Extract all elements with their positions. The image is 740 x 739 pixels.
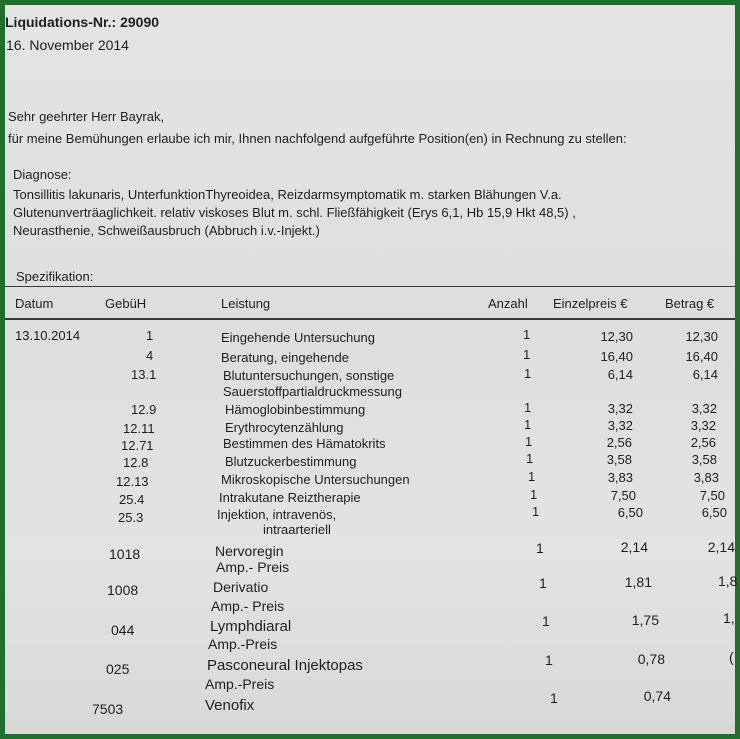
- row-code: 12.8: [123, 455, 149, 470]
- row-quantity: 1: [539, 575, 547, 591]
- row-service: Hämoglobinbestimmung: [225, 402, 366, 417]
- row-unit-price: 3,83: [607, 470, 633, 485]
- row-service-detail: Sauerstoffpartialdruckmessung: [223, 384, 402, 399]
- row-unit-price: 1,81: [624, 574, 652, 590]
- row-quantity: 1: [550, 690, 558, 706]
- row-amount: (: [729, 649, 734, 665]
- col-header-anzahl: Anzahl: [488, 296, 528, 311]
- row-service-detail: Amp.- Preis: [216, 559, 290, 575]
- row-service-detail: Amp.-Preis: [205, 676, 275, 692]
- row-service: Injektion, intravenös,: [217, 507, 337, 522]
- row-amount: 3,32: [691, 401, 717, 416]
- col-header-datum: Datum: [15, 296, 54, 311]
- row-unit-price: 3,32: [607, 401, 633, 416]
- row-unit-price: 7,50: [610, 488, 636, 503]
- row-service: Pasconeural Injektopas: [207, 657, 363, 674]
- row-service: Blutuntersuchungen, sonstige: [223, 368, 395, 383]
- row-amount: 6,14: [692, 367, 718, 382]
- row-code: 4: [146, 348, 154, 363]
- row-amount: 3,83: [693, 470, 719, 485]
- col-header-gebuh: GebüH: [105, 296, 147, 311]
- row-code: 13.1: [131, 367, 157, 382]
- row-quantity: 1: [530, 487, 538, 502]
- row-service: Bestimmen des Hämatokrits: [223, 436, 386, 451]
- row-service-detail: intraarteriell: [263, 522, 331, 537]
- col-header-betrag: Betrag €: [665, 296, 715, 311]
- row-code: 1008: [107, 582, 139, 598]
- diagnosis-line: Glutenunverträaglichkeit. relativ viskoses Blut m. schl. Fließfähigkeit (Erys 6,1, Hb 15,9 Hkt 48,5) ,: [13, 205, 576, 220]
- row-service: Beratung, eingehende: [221, 350, 349, 365]
- row-service: Intrakutane Reiztherapie: [219, 490, 361, 505]
- row-code: 25.3: [118, 510, 144, 525]
- row-code: 12.11: [123, 421, 155, 436]
- row-quantity: 1: [523, 327, 531, 342]
- table-header-rule: [5, 318, 735, 320]
- salutation: Sehr geehrter Herr Bayrak,: [8, 109, 165, 124]
- row-amount: 2,14: [707, 539, 735, 555]
- row-service: Blutzuckerbestimmung: [225, 454, 357, 469]
- row-amount: 16,40: [685, 349, 718, 364]
- row-code: 1018: [109, 546, 141, 562]
- row-unit-price: 3,58: [606, 452, 632, 467]
- row-quantity: 1: [545, 652, 553, 668]
- row-quantity: 1: [523, 347, 531, 362]
- row-unit-price: 6,14: [607, 367, 633, 382]
- row-unit-price: 0,78: [637, 651, 665, 667]
- row-quantity: 1: [524, 366, 532, 381]
- specification-label: Spezifikation:: [16, 269, 94, 284]
- row-service: Erythrocytenzählung: [225, 420, 344, 435]
- row-code: 7503: [92, 701, 124, 717]
- table-top-rule: [5, 286, 735, 287]
- row-service: Nervoregin: [215, 543, 284, 559]
- row-service: Venofix: [205, 697, 255, 714]
- liquidation-number: Liquidations-Nr.: 29090: [5, 14, 160, 30]
- row-service-detail: Amp.- Preis: [211, 598, 285, 614]
- invoice-date: 16. November 2014: [6, 37, 129, 53]
- row-quantity: 1: [525, 434, 533, 449]
- col-header-leistung: Leistung: [221, 296, 271, 311]
- row-service-detail: Amp.-Preis: [208, 636, 278, 652]
- row-unit-price: 3,32: [607, 418, 633, 433]
- row-unit-price: 1,75: [631, 612, 659, 628]
- row-amount: 3,32: [690, 418, 716, 433]
- diagnosis-line: Tonsillitis lakunaris, UnterfunktionThyreoidea, Reizdarmsymptomatik m. starken Blähungen V.a.: [13, 187, 562, 202]
- row-code: 044: [111, 622, 135, 638]
- row-amount: 2,56: [690, 435, 716, 450]
- row-amount: 3,58: [691, 452, 717, 467]
- invoice-document: [5, 5, 738, 734]
- row-code: 25.4: [119, 492, 145, 507]
- row-code: 12.71: [121, 438, 154, 453]
- row-code: 1: [146, 328, 154, 343]
- row-quantity: 1: [536, 540, 544, 556]
- row-service: Eingehende Untersuchung: [221, 330, 375, 345]
- intro-text: für meine Bemühungen erlaube ich mir, Ihnen nachfolgend aufgeführte Position(en) in Rechnung zu stellen:: [8, 131, 627, 146]
- row-service: Lymphdiaral: [210, 618, 292, 635]
- row-amount: 1,8: [718, 573, 738, 589]
- row-code: 12.9: [131, 402, 157, 417]
- row-service: Mikroskopische Untersuchungen: [221, 472, 410, 487]
- row-unit-price: 12,30: [600, 329, 633, 344]
- row-code: 025: [106, 661, 130, 677]
- row-unit-price: 2,56: [606, 435, 632, 450]
- row-amount: 6,50: [701, 505, 727, 520]
- row-unit-price: 0,74: [643, 688, 671, 704]
- row-service: Derivatio: [213, 579, 269, 595]
- row-unit-price: 2,14: [620, 539, 648, 555]
- diagnosis-line: Neurasthenie, Schweißausbruch (Abbruch i.v.-Injekt.): [13, 223, 320, 238]
- row-quantity: 1: [542, 613, 550, 629]
- row-quantity: 1: [524, 417, 532, 432]
- row-amount: 12,30: [685, 329, 718, 344]
- row-quantity: 1: [532, 504, 540, 519]
- row-date: 13.10.2014: [15, 328, 81, 343]
- row-quantity: 1: [526, 451, 534, 466]
- row-unit-price: 6,50: [617, 505, 643, 520]
- row-code: 12.13: [116, 474, 149, 489]
- row-unit-price: 16,40: [600, 349, 633, 364]
- row-quantity: 1: [524, 400, 532, 415]
- diagnosis-label: Diagnose:: [13, 167, 72, 182]
- row-amount: 7,50: [699, 488, 725, 503]
- col-header-einzelpreis: Einzelpreis €: [553, 296, 628, 311]
- row-amount: 1,: [723, 610, 735, 626]
- row-quantity: 1: [528, 469, 536, 484]
